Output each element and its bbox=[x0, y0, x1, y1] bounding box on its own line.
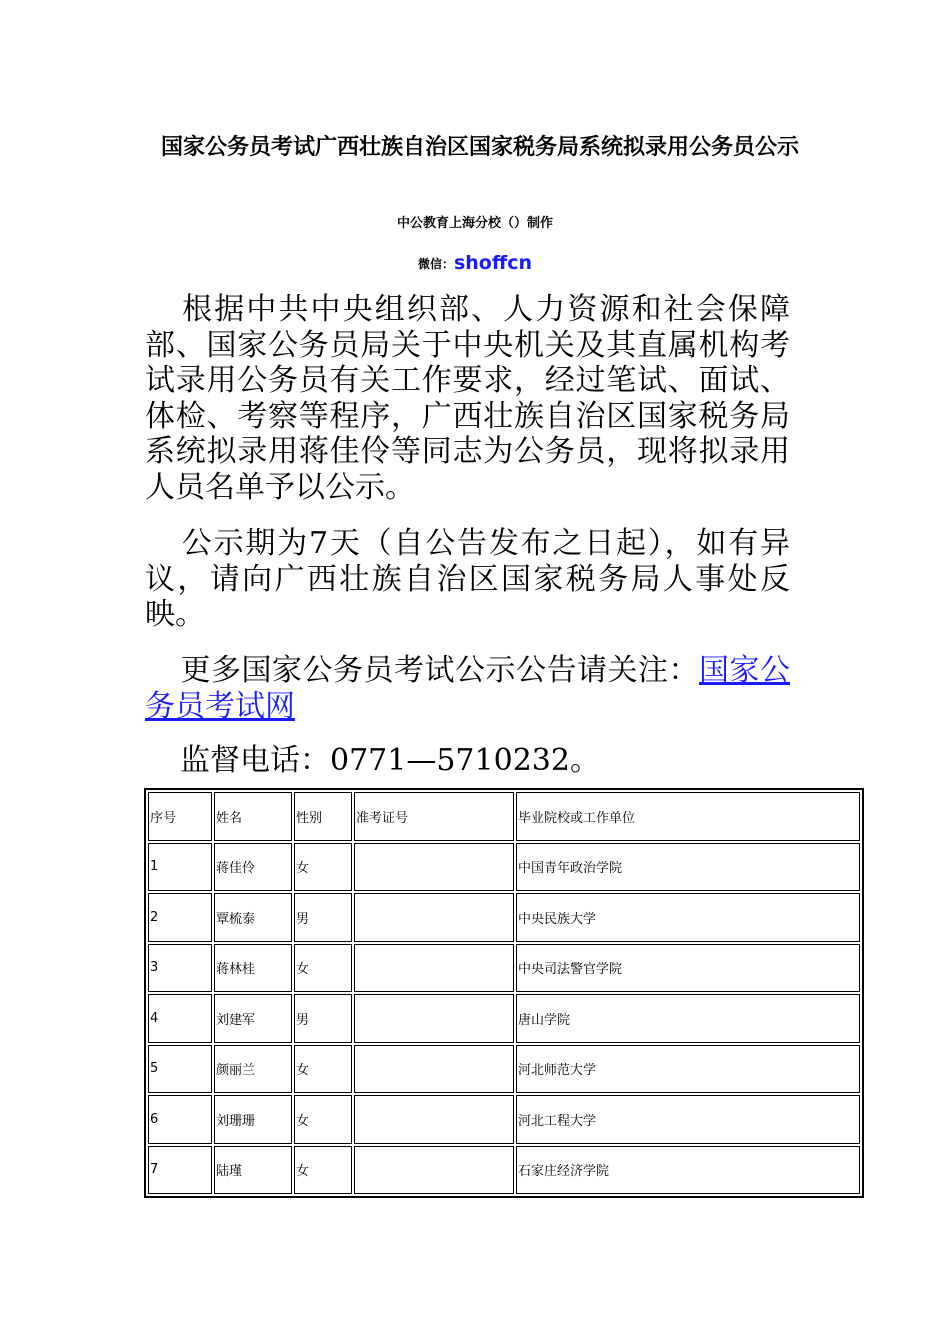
paragraph-announcement bbox=[145, 292, 790, 505]
cell-name: 刘珊珊 bbox=[214, 1095, 292, 1144]
cell-gender: 男 bbox=[294, 893, 352, 942]
cell-gender: 女 bbox=[294, 944, 352, 993]
hotline-text: 监督电话：0771—5710232。 bbox=[180, 743, 600, 778]
paragraph-notice-period bbox=[145, 526, 790, 633]
table-row bbox=[148, 944, 860, 993]
paragraph-notice-period-text: 公示期为7天（自公告发布之日起），如有异议，请向广西壮族自治区国家税务局人事处反映。 bbox=[145, 526, 790, 632]
wechat-line bbox=[145, 250, 805, 277]
cell-exam-id bbox=[354, 1146, 514, 1195]
cell-exam-id bbox=[354, 893, 514, 942]
cell-serial: 2 bbox=[148, 893, 212, 942]
table-header-row bbox=[148, 792, 860, 841]
header-school: 毕业院校或工作单位 bbox=[516, 792, 860, 841]
cell-serial: 3 bbox=[148, 944, 212, 993]
cell-exam-id bbox=[354, 1045, 514, 1094]
cell-school: 河北工程大学 bbox=[516, 1095, 860, 1144]
table-row bbox=[148, 1095, 860, 1144]
cell-school: 石家庄经济学院 bbox=[516, 1146, 860, 1195]
cell-gender: 女 bbox=[294, 843, 352, 892]
exam-site-link[interactable]: 国家公务员考试网 bbox=[145, 653, 790, 724]
paragraph-more-info bbox=[145, 653, 790, 724]
cell-school: 河北师范大学 bbox=[516, 1045, 860, 1094]
cell-gender: 女 bbox=[294, 1095, 352, 1144]
cell-gender: 男 bbox=[294, 994, 352, 1043]
table-row bbox=[148, 994, 860, 1043]
cell-name: 蒋佳伶 bbox=[214, 843, 292, 892]
header-serial: 序号 bbox=[148, 792, 212, 841]
cell-serial: 7 bbox=[148, 1146, 212, 1195]
wechat-id: shoffcn bbox=[453, 252, 533, 274]
candidate-table bbox=[144, 788, 864, 1198]
table-row bbox=[148, 1045, 860, 1094]
cell-school: 中央民族大学 bbox=[516, 893, 860, 942]
cell-school: 唐山学院 bbox=[516, 994, 860, 1043]
cell-exam-id bbox=[354, 1095, 514, 1144]
header-exam-id: 准考证号 bbox=[354, 792, 514, 841]
cell-serial: 1 bbox=[148, 843, 212, 892]
cell-serial: 4 bbox=[148, 994, 212, 1043]
header-gender: 性别 bbox=[294, 792, 352, 841]
cell-gender: 女 bbox=[294, 1045, 352, 1094]
cell-name: 蒋林桂 bbox=[214, 944, 292, 993]
cell-school: 中央司法警官学院 bbox=[516, 944, 860, 993]
cell-serial: 6 bbox=[148, 1095, 212, 1144]
paragraph-hotline bbox=[145, 743, 790, 779]
cell-name: 覃梳泰 bbox=[214, 893, 292, 942]
cell-exam-id bbox=[354, 994, 514, 1043]
header-name: 姓名 bbox=[214, 792, 292, 841]
table-row bbox=[148, 893, 860, 942]
paragraph-announcement-text: 根据中共中央组织部、人力资源和社会保障部、国家公务员局关于中央机关及其直属机构考试录用公务员有关工作要求，经过笔试、面试、体检、考察等程序，广西壮族自治区国家税务局系统拟录用蒋佳伶等同志为公务员，现将拟录用人员名单予以公示。 bbox=[145, 292, 790, 505]
cell-name: 陆瑾 bbox=[214, 1146, 292, 1195]
table-row bbox=[148, 843, 860, 892]
table-row bbox=[148, 1146, 860, 1195]
document-title: 国家公务员考试广西壮族自治区国家税务局系统拟录用公务员公示 bbox=[160, 135, 799, 160]
cell-exam-id bbox=[354, 944, 514, 993]
wechat-label: 微信： bbox=[417, 257, 454, 271]
cell-gender: 女 bbox=[294, 1146, 352, 1195]
cell-exam-id bbox=[354, 843, 514, 892]
cell-serial: 5 bbox=[148, 1045, 212, 1094]
cell-school: 中国青年政治学院 bbox=[516, 843, 860, 892]
document-subtitle: 中公教育上海分校（）制作 bbox=[396, 216, 553, 231]
more-info-prefix: 更多国家公务员考试公示公告请关注： bbox=[180, 653, 699, 688]
cell-name: 颜丽兰 bbox=[214, 1045, 292, 1094]
cell-name: 刘建军 bbox=[214, 994, 292, 1043]
